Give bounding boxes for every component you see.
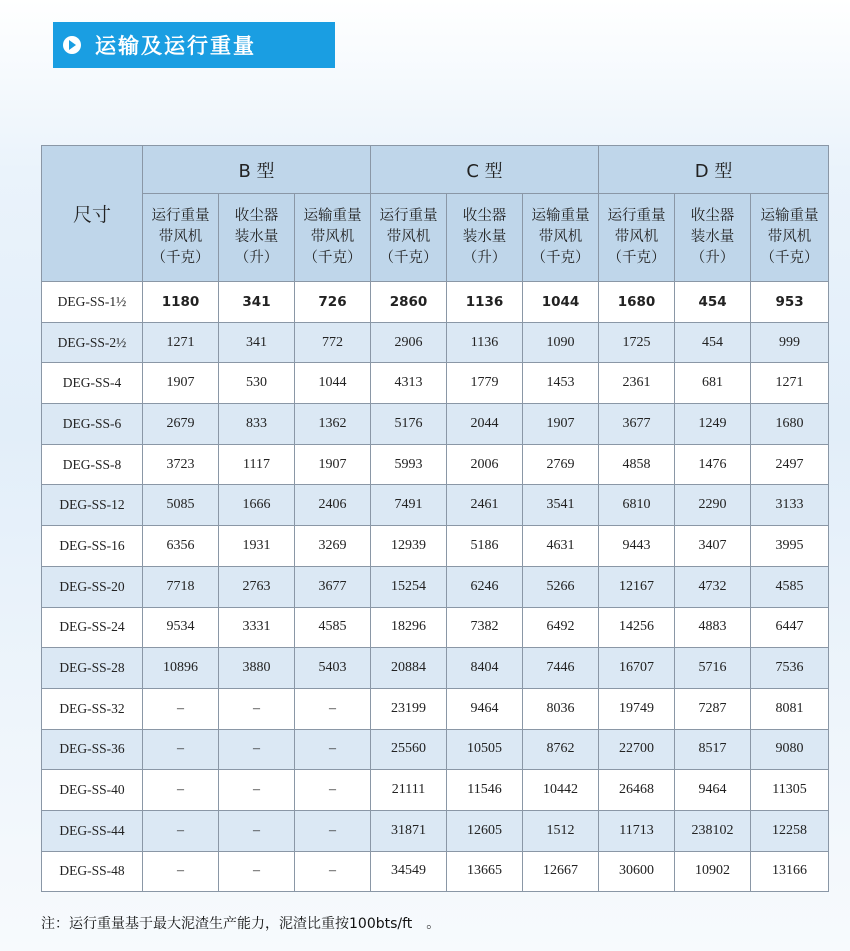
- size-cell: DEG-SS-8: [42, 444, 143, 485]
- value-cell: 2461: [447, 485, 523, 526]
- value-cell: 3331: [219, 607, 295, 648]
- value-cell: 1779: [447, 363, 523, 404]
- value-cell: 1907: [523, 404, 599, 445]
- column-header-line: 带风机: [614, 229, 659, 245]
- value-cell: 4732: [675, 566, 751, 607]
- value-cell: 8517: [675, 729, 751, 770]
- value-cell: 5186: [447, 526, 523, 567]
- column-header-line: （千克）: [151, 250, 210, 266]
- value-cell: 1136: [447, 322, 523, 363]
- value-cell: 2044: [447, 404, 523, 445]
- column-header-line: 装水量: [234, 229, 279, 245]
- column-header-line: （千克）: [303, 250, 362, 266]
- value-cell: 26468: [599, 770, 675, 811]
- value-cell: 530: [219, 363, 295, 404]
- column-header: [295, 194, 371, 282]
- table-row: [42, 282, 829, 323]
- value-cell: 341: [219, 322, 295, 363]
- value-cell: 7446: [523, 648, 599, 689]
- column-header: [447, 194, 523, 282]
- value-cell: 341: [219, 282, 295, 323]
- value-cell: 3677: [599, 404, 675, 445]
- column-header-line: 装水量: [690, 229, 735, 245]
- table-row: [42, 851, 829, 892]
- value-cell: 10896: [143, 648, 219, 689]
- value-cell: 7491: [371, 485, 447, 526]
- value-cell: 2679: [143, 404, 219, 445]
- column-header: [599, 194, 675, 282]
- column-header: [751, 194, 829, 282]
- size-cell: DEG-SS-2½: [42, 322, 143, 363]
- table-row: [42, 566, 829, 607]
- value-cell: 13166: [751, 851, 829, 892]
- column-header-line: （升）: [234, 250, 279, 266]
- value-cell: 2361: [599, 363, 675, 404]
- play-arrow-icon: [63, 36, 81, 54]
- value-cell: 1117: [219, 444, 295, 485]
- size-cell: DEG-SS-6: [42, 404, 143, 445]
- value-cell: 4883: [675, 607, 751, 648]
- value-cell: 772: [295, 322, 371, 363]
- column-header-line: 收尘器: [462, 208, 507, 224]
- column-header-line: 运行重量: [151, 208, 210, 224]
- value-cell: 5085: [143, 485, 219, 526]
- value-cell: 3677: [295, 566, 371, 607]
- value-cell: 7536: [751, 648, 829, 689]
- value-cell: 454: [675, 322, 751, 363]
- table-row: [42, 729, 829, 770]
- value-cell: 34549: [371, 851, 447, 892]
- value-cell: –: [295, 851, 371, 892]
- value-cell: 6356: [143, 526, 219, 567]
- value-cell: 6246: [447, 566, 523, 607]
- value-cell: 726: [295, 282, 371, 323]
- value-cell: 1362: [295, 404, 371, 445]
- value-cell: 3723: [143, 444, 219, 485]
- value-cell: 5993: [371, 444, 447, 485]
- value-cell: 6447: [751, 607, 829, 648]
- table-row: [42, 648, 829, 689]
- value-cell: 1725: [599, 322, 675, 363]
- column-header-line: （千克）: [531, 250, 590, 266]
- value-cell: 1044: [295, 363, 371, 404]
- column-header: [371, 194, 447, 282]
- value-cell: 8762: [523, 729, 599, 770]
- value-cell: 5716: [675, 648, 751, 689]
- value-cell: 12258: [751, 810, 829, 851]
- value-cell: –: [143, 688, 219, 729]
- column-header-line: （千克）: [379, 250, 438, 266]
- size-cell: DEG-SS-28: [42, 648, 143, 689]
- value-cell: –: [295, 770, 371, 811]
- value-cell: 1090: [523, 322, 599, 363]
- value-cell: 11546: [447, 770, 523, 811]
- value-cell: 1271: [751, 363, 829, 404]
- value-cell: 681: [675, 363, 751, 404]
- value-cell: 4585: [295, 607, 371, 648]
- value-cell: 11713: [599, 810, 675, 851]
- value-cell: 9464: [675, 770, 751, 811]
- value-cell: 20884: [371, 648, 447, 689]
- value-cell: 12939: [371, 526, 447, 567]
- value-cell: 2497: [751, 444, 829, 485]
- value-cell: 833: [219, 404, 295, 445]
- group-header-c: C 型: [371, 146, 599, 194]
- value-cell: –: [219, 810, 295, 851]
- column-header: [219, 194, 295, 282]
- value-cell: 1907: [143, 363, 219, 404]
- value-cell: 3541: [523, 485, 599, 526]
- table-row: [42, 688, 829, 729]
- value-cell: 14256: [599, 607, 675, 648]
- size-cell: DEG-SS-24: [42, 607, 143, 648]
- section-banner: [53, 22, 335, 68]
- value-cell: 1666: [219, 485, 295, 526]
- value-cell: 4631: [523, 526, 599, 567]
- value-cell: 1136: [447, 282, 523, 323]
- value-cell: 6492: [523, 607, 599, 648]
- value-cell: 13665: [447, 851, 523, 892]
- table-row: [42, 404, 829, 445]
- value-cell: 23199: [371, 688, 447, 729]
- group-header-d: D 型: [599, 146, 829, 194]
- column-header-line: 运输重量: [303, 208, 362, 224]
- column-header-line: （千克）: [760, 250, 819, 266]
- value-cell: –: [219, 851, 295, 892]
- value-cell: 3133: [751, 485, 829, 526]
- column-header-line: 带风机: [386, 229, 431, 245]
- value-cell: 7718: [143, 566, 219, 607]
- value-cell: 1180: [143, 282, 219, 323]
- column-header-line: 运行重量: [379, 208, 438, 224]
- value-cell: 8081: [751, 688, 829, 729]
- value-cell: 454: [675, 282, 751, 323]
- value-cell: 21111: [371, 770, 447, 811]
- value-cell: –: [219, 688, 295, 729]
- column-header-line: 运行重量: [607, 208, 666, 224]
- value-cell: 22700: [599, 729, 675, 770]
- column-header-line: （升）: [462, 250, 507, 266]
- value-cell: 1931: [219, 526, 295, 567]
- value-cell: 1907: [295, 444, 371, 485]
- size-cell: DEG-SS-16: [42, 526, 143, 567]
- value-cell: 5403: [295, 648, 371, 689]
- value-cell: 7382: [447, 607, 523, 648]
- value-cell: –: [143, 851, 219, 892]
- value-cell: –: [295, 810, 371, 851]
- value-cell: 12667: [523, 851, 599, 892]
- value-cell: 1476: [675, 444, 751, 485]
- column-header-line: 带风机: [310, 229, 355, 245]
- value-cell: 7287: [675, 688, 751, 729]
- table-row: [42, 485, 829, 526]
- column-header-line: 带风机: [158, 229, 203, 245]
- value-cell: 2763: [219, 566, 295, 607]
- value-cell: 4313: [371, 363, 447, 404]
- value-cell: 2906: [371, 322, 447, 363]
- value-cell: 1680: [751, 404, 829, 445]
- value-cell: 8036: [523, 688, 599, 729]
- value-cell: –: [295, 729, 371, 770]
- size-cell: DEG-SS-48: [42, 851, 143, 892]
- value-cell: 30600: [599, 851, 675, 892]
- column-header-line: 带风机: [538, 229, 583, 245]
- value-cell: 3880: [219, 648, 295, 689]
- value-cell: 3407: [675, 526, 751, 567]
- value-cell: 9443: [599, 526, 675, 567]
- table-row: [42, 444, 829, 485]
- value-cell: 4858: [599, 444, 675, 485]
- table-body: [42, 282, 829, 892]
- value-cell: 8404: [447, 648, 523, 689]
- column-header-line: （千克）: [607, 250, 666, 266]
- column-header: [675, 194, 751, 282]
- value-cell: 1512: [523, 810, 599, 851]
- value-cell: 9080: [751, 729, 829, 770]
- value-cell: –: [219, 770, 295, 811]
- value-cell: 953: [751, 282, 829, 323]
- value-cell: 12167: [599, 566, 675, 607]
- value-cell: 1249: [675, 404, 751, 445]
- table-row: [42, 363, 829, 404]
- table-row: [42, 770, 829, 811]
- value-cell: –: [143, 810, 219, 851]
- value-cell: 2860: [371, 282, 447, 323]
- column-header-line: 装水量: [462, 229, 507, 245]
- value-cell: 15254: [371, 566, 447, 607]
- value-cell: 16707: [599, 648, 675, 689]
- value-cell: 10902: [675, 851, 751, 892]
- value-cell: 1453: [523, 363, 599, 404]
- size-header: 尺寸: [42, 146, 143, 282]
- value-cell: 4585: [751, 566, 829, 607]
- column-header: [523, 194, 599, 282]
- group-header-b: B 型: [143, 146, 371, 194]
- value-cell: 25560: [371, 729, 447, 770]
- value-cell: 11305: [751, 770, 829, 811]
- value-cell: 2406: [295, 485, 371, 526]
- size-cell: DEG-SS-44: [42, 810, 143, 851]
- value-cell: 31871: [371, 810, 447, 851]
- value-cell: –: [295, 688, 371, 729]
- value-cell: 19749: [599, 688, 675, 729]
- value-cell: 2769: [523, 444, 599, 485]
- value-cell: 12605: [447, 810, 523, 851]
- value-cell: 2290: [675, 485, 751, 526]
- value-cell: 1271: [143, 322, 219, 363]
- value-cell: 10505: [447, 729, 523, 770]
- table-row: [42, 607, 829, 648]
- size-cell: DEG-SS-12: [42, 485, 143, 526]
- column-header-line: 收尘器: [690, 208, 735, 224]
- table-row: [42, 526, 829, 567]
- table-row: [42, 810, 829, 851]
- value-cell: 1680: [599, 282, 675, 323]
- value-cell: –: [143, 770, 219, 811]
- size-cell: DEG-SS-32: [42, 688, 143, 729]
- column-header: [143, 194, 219, 282]
- value-cell: 2006: [447, 444, 523, 485]
- value-cell: 9464: [447, 688, 523, 729]
- value-cell: –: [143, 729, 219, 770]
- size-cell: DEG-SS-40: [42, 770, 143, 811]
- weight-table: [41, 145, 829, 892]
- column-header-line: （升）: [690, 250, 735, 266]
- value-cell: 3995: [751, 526, 829, 567]
- footnote: 注：运行重量基于最大泥渣生产能力，泥渣比重按100bts/ft 。: [41, 916, 441, 932]
- size-cell: DEG-SS-1½: [42, 282, 143, 323]
- sub-header-row: [42, 194, 829, 282]
- value-cell: 5176: [371, 404, 447, 445]
- section-title: 运输及运行重量: [95, 34, 256, 58]
- value-cell: –: [219, 729, 295, 770]
- value-cell: 6810: [599, 485, 675, 526]
- value-cell: 9534: [143, 607, 219, 648]
- column-header-line: 带风机: [767, 229, 812, 245]
- value-cell: 3269: [295, 526, 371, 567]
- column-header-line: 收尘器: [234, 208, 279, 224]
- value-cell: 10442: [523, 770, 599, 811]
- value-cell: 5266: [523, 566, 599, 607]
- column-header-line: 运输重量: [531, 208, 590, 224]
- value-cell: 999: [751, 322, 829, 363]
- size-cell: DEG-SS-20: [42, 566, 143, 607]
- column-header-line: 运输重量: [760, 208, 819, 224]
- size-cell: DEG-SS-4: [42, 363, 143, 404]
- value-cell: 18296: [371, 607, 447, 648]
- value-cell: 238102: [675, 810, 751, 851]
- value-cell: 1044: [523, 282, 599, 323]
- size-cell: DEG-SS-36: [42, 729, 143, 770]
- table-row: [42, 322, 829, 363]
